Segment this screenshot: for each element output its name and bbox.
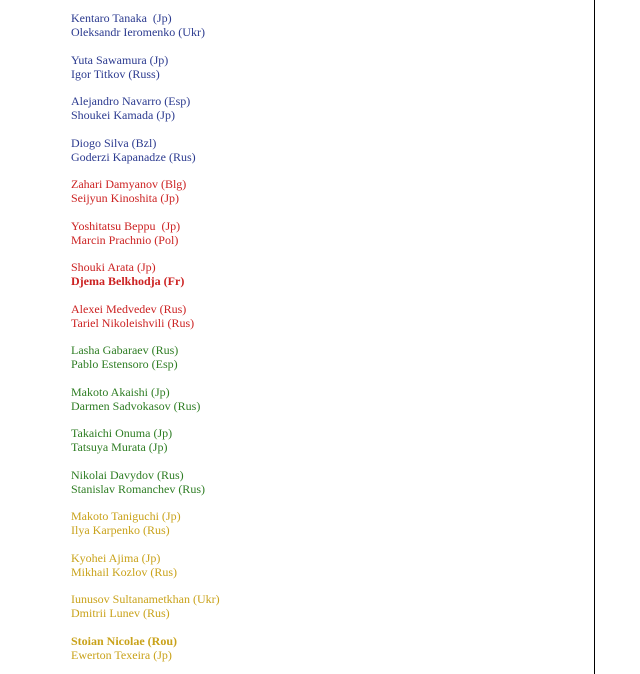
pairing-10 bbox=[71, 385, 220, 413]
competitor-name: Dmitrii Lunev (Rus) bbox=[71, 606, 170, 620]
pairing-4 bbox=[71, 136, 220, 164]
pairing-2 bbox=[71, 53, 220, 81]
competitor-name: Makoto Taniguchi (Jp) bbox=[71, 509, 181, 523]
competitor-name: Alexei Medvedev (Rus) bbox=[71, 301, 187, 316]
competitor-name: Kyohei Ajima (Jp) bbox=[71, 550, 161, 565]
competitor-name: Shouki Arata (Jp) bbox=[71, 260, 156, 274]
pairing-9 bbox=[71, 343, 220, 371]
competitor-name: Seijyun Kinoshita (Jp) bbox=[71, 191, 179, 205]
competitor-name: Ilya Karpenko (Rus) bbox=[71, 523, 170, 537]
pairings-list bbox=[71, 11, 220, 674]
competitor-name: Makoto Akaishi (Jp) bbox=[71, 384, 170, 399]
competitor-name: Djema Belkhodja (Fr) bbox=[71, 274, 185, 288]
competitor-name: Tariel Nikoleishvili (Rus) bbox=[71, 315, 195, 330]
pairing-6 bbox=[71, 219, 220, 247]
competitor-name: Stanislav Romanchev (Rus) bbox=[71, 481, 205, 496]
competitor-name: Yuta Sawamura (Jp) bbox=[71, 52, 169, 67]
pairing-7 bbox=[71, 260, 220, 288]
pairing-11 bbox=[71, 426, 220, 454]
pairing-16 bbox=[71, 634, 220, 662]
competitor-name: Stoian Nicolae (Rou) bbox=[71, 633, 177, 648]
competitor-name: Lasha Gabaraev (Rus) bbox=[71, 343, 179, 357]
competitor-name: Pablo Estensoro (Esp) bbox=[71, 357, 178, 371]
pairing-14 bbox=[71, 551, 220, 579]
pairing-12 bbox=[71, 468, 220, 496]
competitor-name: Igor Titkov (Russ) bbox=[71, 66, 160, 81]
competitor-name: Zahari Damyanov (Blg) bbox=[71, 177, 187, 191]
competitor-name: Mikhail Kozlov (Rus) bbox=[71, 564, 177, 579]
competitor-name: Goderzi Kapanadze (Rus) bbox=[71, 149, 196, 164]
pairing-3 bbox=[71, 94, 220, 122]
right-border-line bbox=[594, 0, 595, 674]
competitor-name: Nikolai Davydov (Rus) bbox=[71, 467, 184, 482]
competitor-name: Iunusov Sultanametkhan (Ukr) bbox=[71, 592, 220, 606]
competitor-name: Oleksandr Ieromenko (Ukr) bbox=[71, 25, 205, 39]
competitor-name: Tatsuya Murata (Jp) bbox=[71, 440, 168, 454]
pairing-5 bbox=[71, 177, 220, 205]
competitor-name: Shoukei Kamada (Jp) bbox=[71, 108, 175, 122]
competitor-name: Yoshitatsu Beppu (Jp) bbox=[71, 218, 181, 233]
competitor-name: Kentaro Tanaka (Jp) bbox=[71, 11, 172, 25]
pairing-8 bbox=[71, 302, 220, 330]
competitor-name: Takaichi Onuma (Jp) bbox=[71, 426, 173, 440]
competitor-name: Marcin Prachnio (Pol) bbox=[71, 232, 179, 247]
competitor-name: Ewerton Texeira (Jp) bbox=[71, 647, 172, 662]
pairing-15 bbox=[71, 592, 220, 620]
competitor-name: Darmen Sadvokasov (Rus) bbox=[71, 398, 201, 413]
pairing-1 bbox=[71, 11, 220, 39]
pairing-13 bbox=[71, 509, 220, 537]
competitor-name: Diogo Silva (Bzl) bbox=[71, 135, 157, 150]
competitor-name: Alejandro Navarro (Esp) bbox=[71, 94, 191, 108]
